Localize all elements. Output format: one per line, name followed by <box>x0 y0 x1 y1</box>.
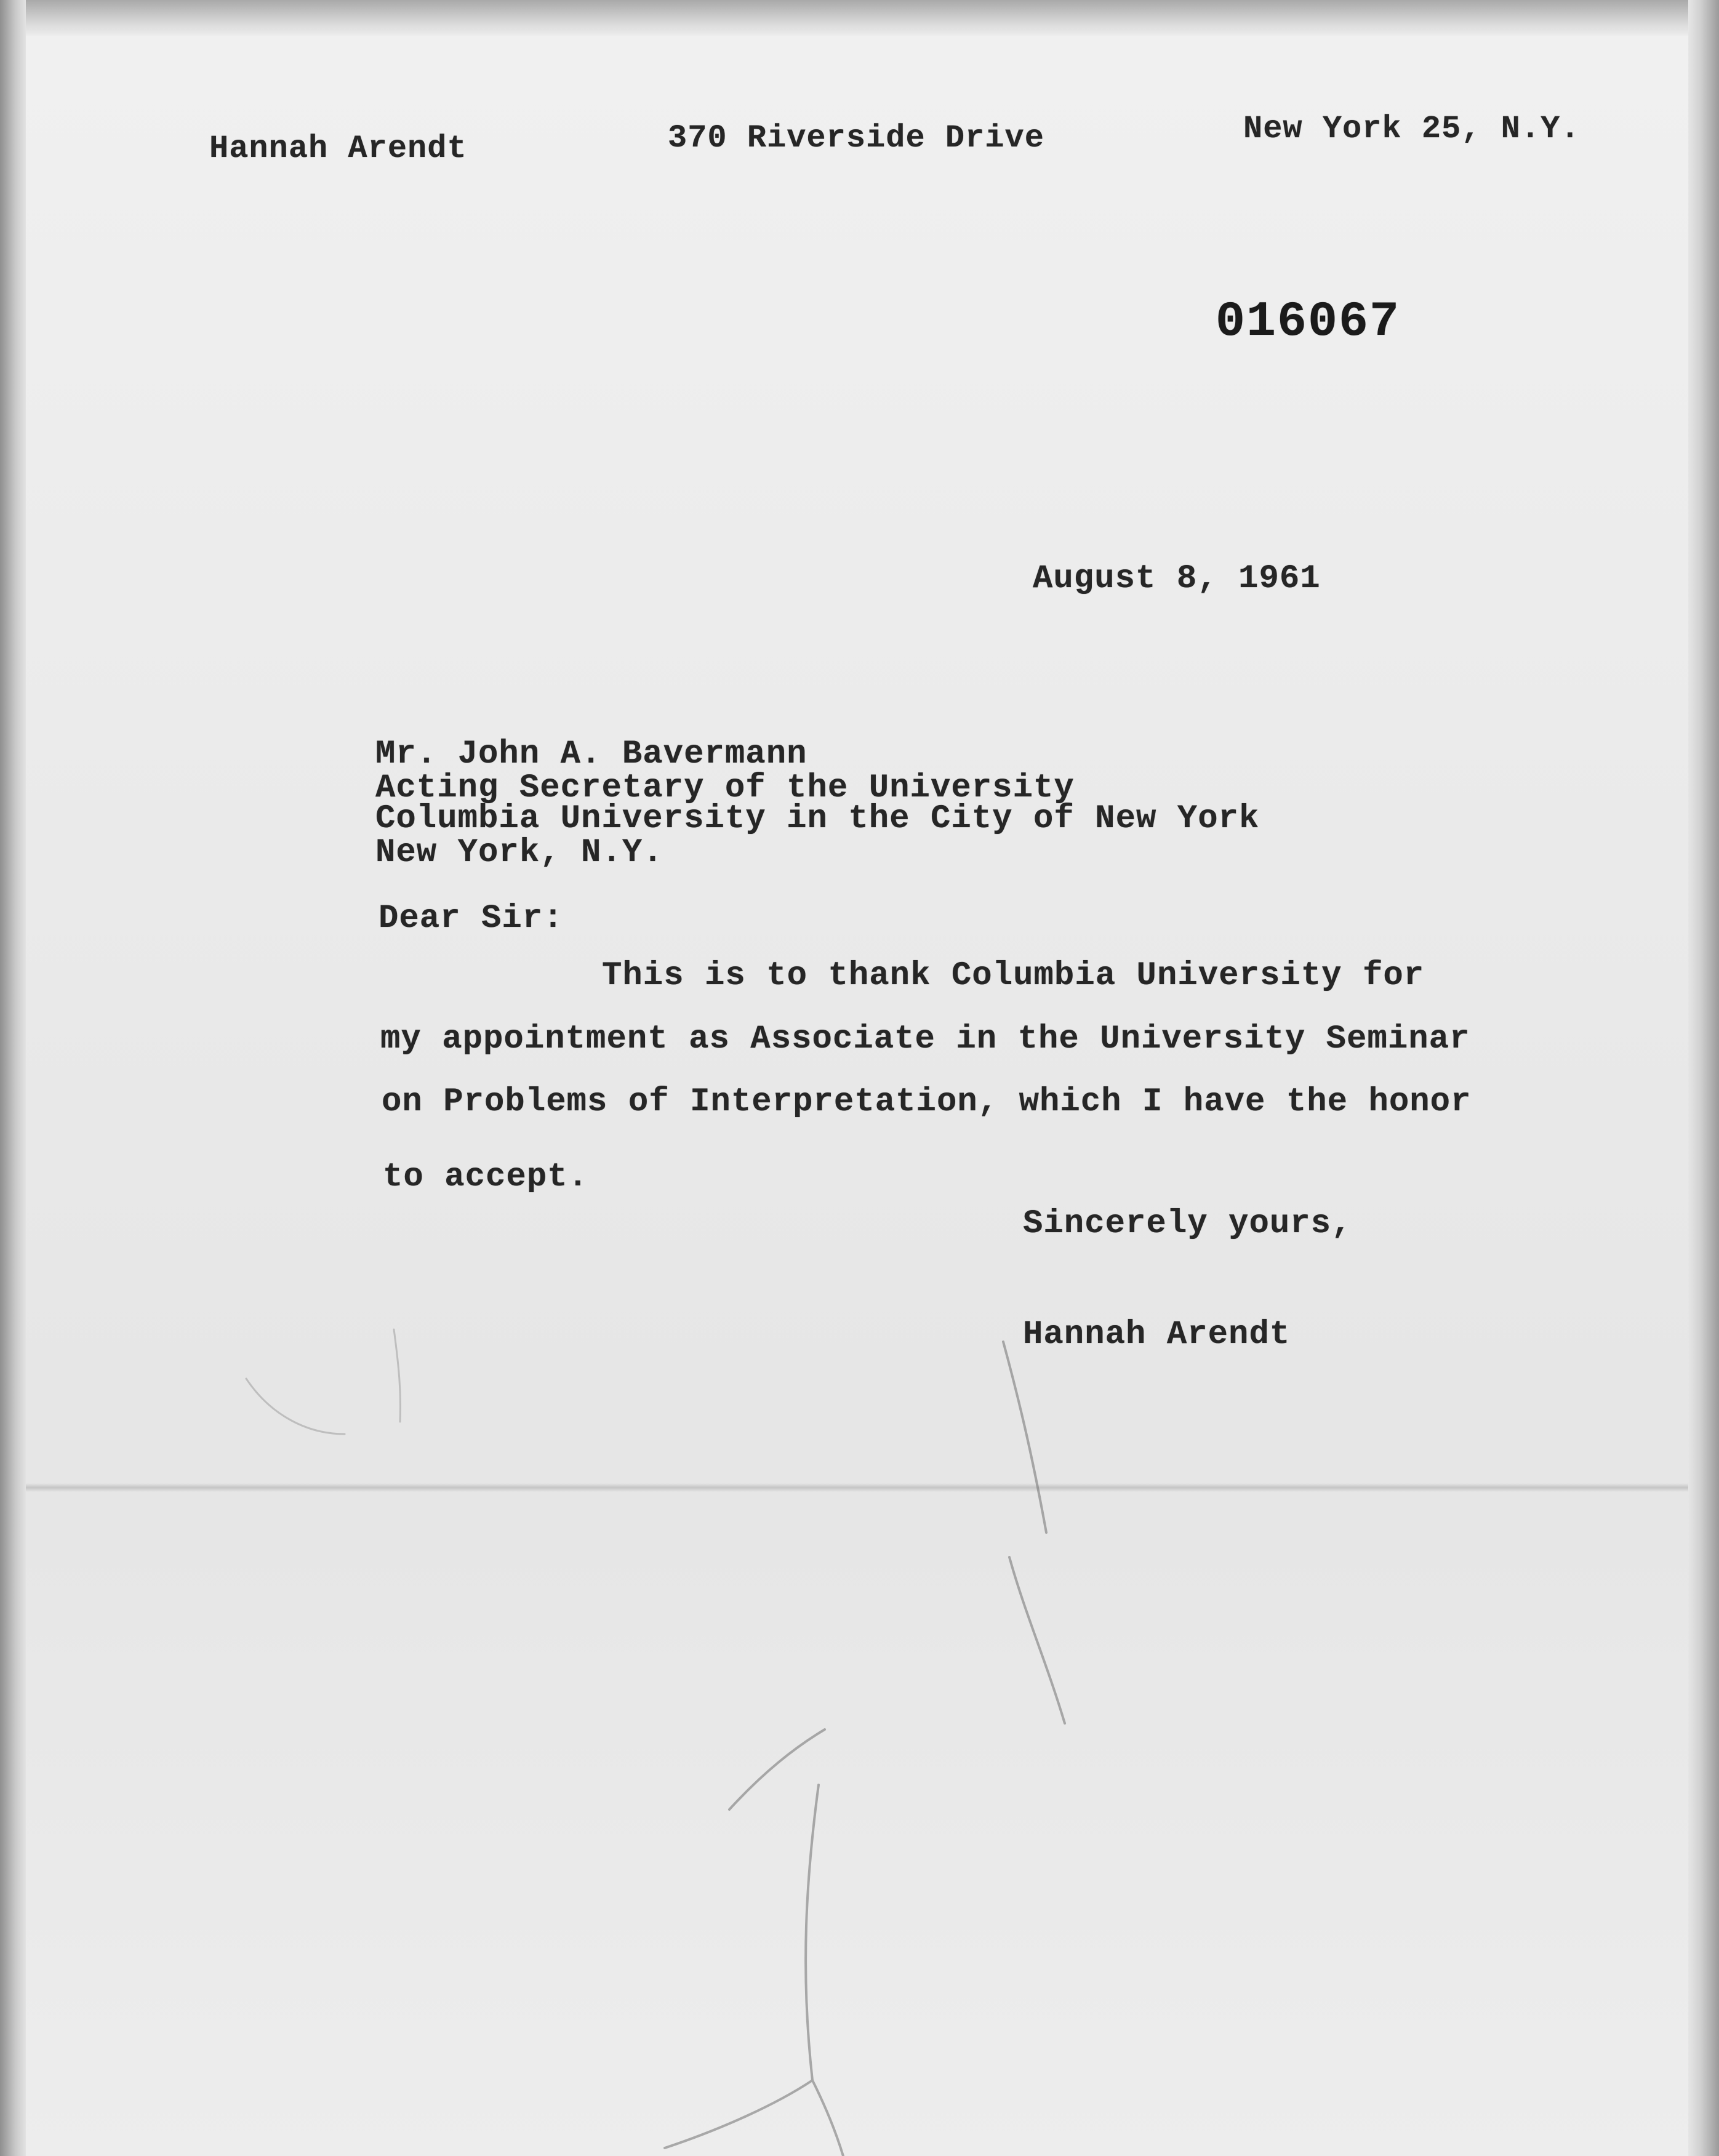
letterhead-street: 370 Riverside Drive <box>668 120 1044 156</box>
body-line-1: This is to thank Columbia University for <box>602 957 1425 995</box>
recipient-institution: Columbia University in the City of New York <box>375 800 1260 838</box>
recipient-name: Mr. John A. Bavermann <box>375 735 807 773</box>
file-number-stamp: 016067 <box>1216 294 1401 350</box>
letter-date: August 8, 1961 <box>1033 560 1321 598</box>
body-line-2: my appointment as Associate in the University Seminar <box>380 1020 1470 1058</box>
typed-signature: Hannah Arendt <box>1023 1316 1291 1353</box>
closing: Sincerely yours, <box>1023 1205 1352 1243</box>
body-line-4: to accept. <box>383 1158 589 1196</box>
recipient-title: Acting Secretary of the University <box>375 769 1075 807</box>
letterhead-city: New York 25, N.Y. <box>1243 111 1581 147</box>
letterhead-name: Hannah Arendt <box>209 130 467 167</box>
body-line-3: on Problems of Interpretation, which I have the honor <box>382 1083 1472 1121</box>
recipient-city: New York, N.Y. <box>375 834 663 872</box>
salutation: Dear Sir: <box>379 900 564 937</box>
